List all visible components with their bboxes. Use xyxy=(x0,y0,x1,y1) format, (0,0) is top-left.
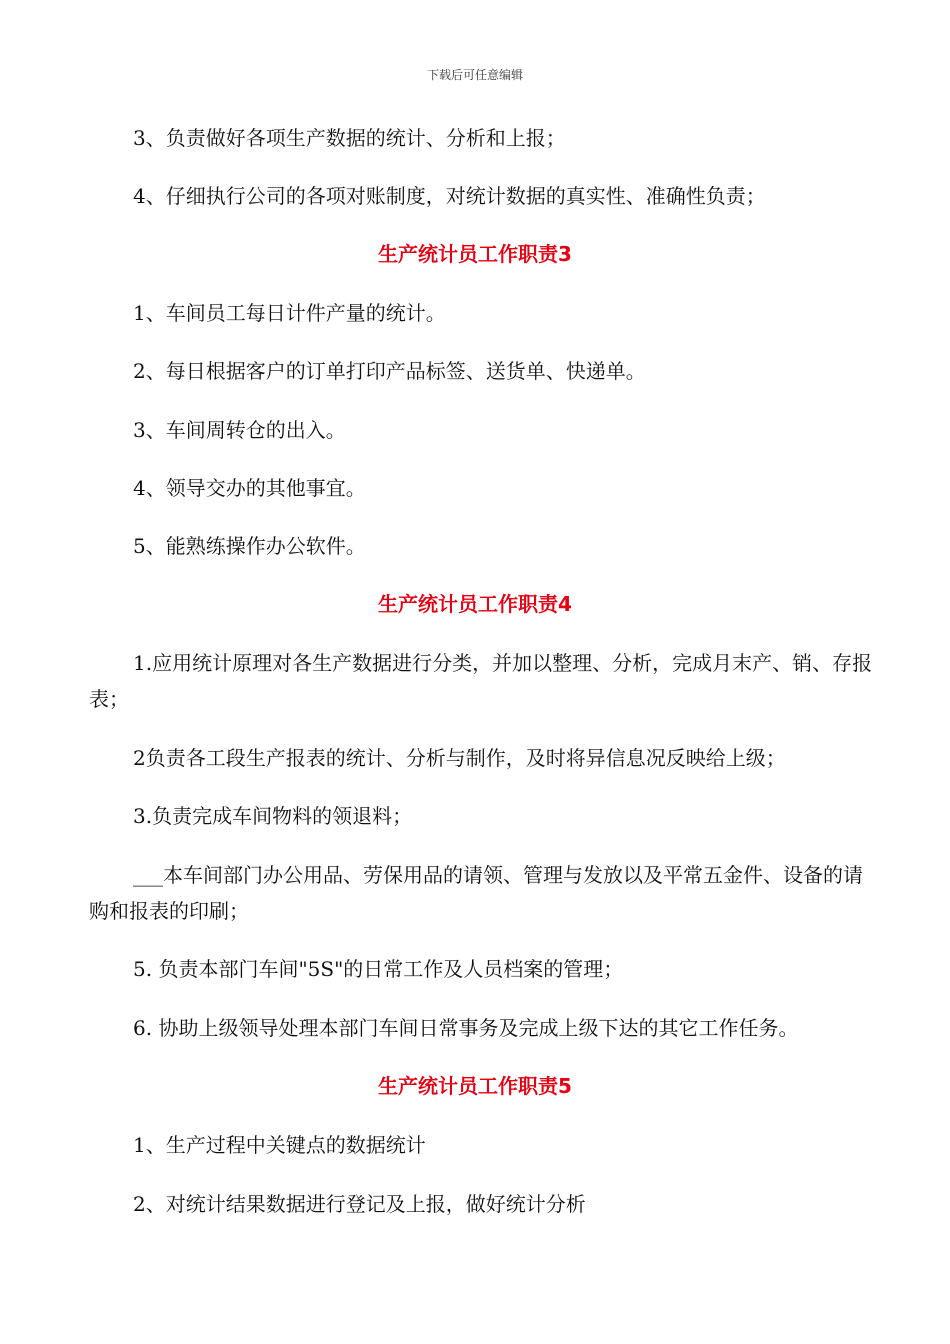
duty-item: 3、车间周转仓的出入。 xyxy=(133,418,346,442)
duty-item: 4、领导交办的其他事宜。 xyxy=(133,476,366,500)
section-heading: 生产统计员工作职责4 xyxy=(378,592,572,616)
duty-item: 6. 协助上级领导处理本部门车间日常事务及完成上级下达的其它工作任务。 xyxy=(133,1016,799,1040)
duty-item: 2、每日根据客户的订单打印产品标签、送货单、快递单。 xyxy=(133,359,646,383)
duty-paragraph: 1.应用统计原理对各生产数据进行分类，并加以整理、分析，完成月末产、销、存报表； xyxy=(89,651,873,711)
duty-paragraph: ___本车间部门办公用品、劳保用品的请领、管理与发放以及平常五金件、设备的请购和报表的印刷； xyxy=(89,863,863,923)
page-header: 下载后可任意编辑 xyxy=(426,68,523,82)
duty-item: 5、能熟练操作办公软件。 xyxy=(133,534,366,558)
duty-item: 3、负责做好各项生产数据的统计、分析和上报； xyxy=(133,126,566,150)
section-heading: 生产统计员工作职责5 xyxy=(378,1074,572,1098)
duty-item: 1、生产过程中关键点的数据统计 xyxy=(133,1133,426,1157)
duty-item: 1、车间员工每日计件产量的统计。 xyxy=(133,301,446,325)
duty-item: 2、对统计结果数据进行登记及上报，做好统计分析 xyxy=(133,1192,586,1216)
duty-item: 3.负责完成车间物料的领退料； xyxy=(133,804,413,828)
section-heading: 生产统计员工作职责3 xyxy=(378,242,572,266)
duty-item: 5. 负责本部门车间"5S"的日常工作及人员档案的管理； xyxy=(133,957,624,981)
duty-item: 2负责各工段生产报表的统计、分析与制作，及时将异信息况反映给上级； xyxy=(133,746,786,770)
duty-item: 4、仔细执行公司的各项对账制度，对统计数据的真实性、准确性负责； xyxy=(133,184,766,208)
